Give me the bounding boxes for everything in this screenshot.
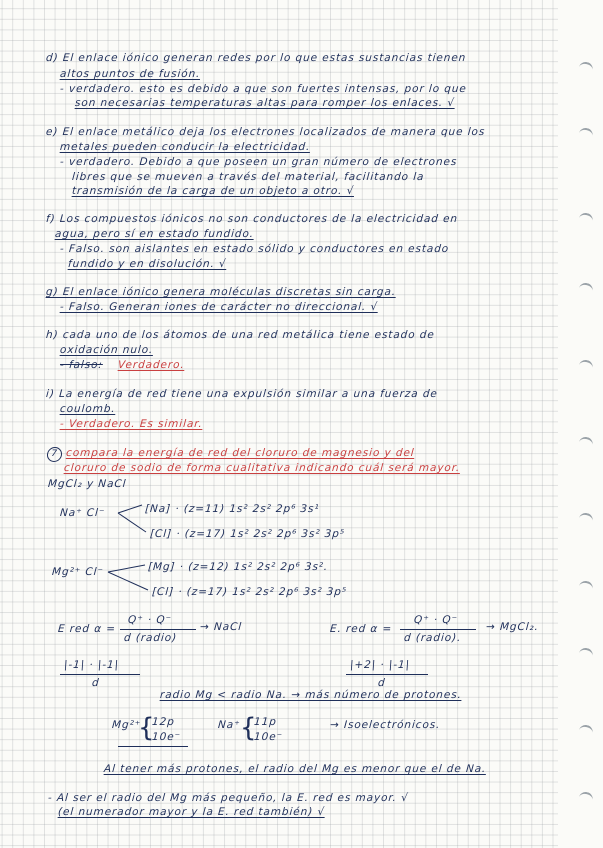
isoelectronic-note: → Isoelectrónicos. — [329, 719, 441, 731]
ered-mgcl2-result: → MgCl₂. — [485, 621, 540, 633]
statement-i-line: i) La energía de red tiene una expulsión similar a una fuerza de — [45, 388, 439, 400]
answer-f-line: fundido y en disolución. √ — [67, 258, 228, 270]
statement-f-line: agua, pero sí en estado fundido. — [54, 228, 255, 240]
answer-e-line: transmisión de la carga de un objeto a otro. √ — [71, 185, 355, 197]
arrow-to-mg — [108, 565, 145, 572]
conclusion-line: - Al ser el radio del Mg más pequeño, la E. red es mayor. √ — [47, 792, 410, 804]
arrow-to-na — [118, 505, 142, 513]
ered-mgcl2-denominator: d (radio). — [403, 632, 462, 644]
answer-g-line: - Falso. Generan iones de carácter no direccional. √ — [59, 301, 379, 313]
answer-d-line: - verdadero. esto es debido a que son fuertes intensas, por lo que — [59, 83, 468, 95]
fraction-bar — [346, 674, 428, 675]
statement-e-line: e) El enlace metálico deja los electrones localizados de manera que los — [45, 126, 486, 138]
cl-configuration: [Cl] · (z=17) 1s² 2s² 2p⁶ 3s² 3p⁵ — [149, 528, 346, 540]
nacl-ions: Na⁺ Cl⁻ — [59, 507, 106, 519]
ered-mgcl2-lhs: E. red α = — [329, 623, 393, 635]
brace: { — [240, 713, 257, 743]
answer-i-line: - Verdadero. Es similar. — [59, 418, 204, 430]
distance-mgcl2: d — [377, 677, 386, 689]
ered-nacl-denominator: d (radio) — [123, 632, 178, 644]
statement-h-line: oxidación nulo. — [59, 344, 154, 356]
fraction-bar — [400, 629, 476, 630]
conclusion-line: Al tener más protones, el radio del Mg es menor que el de Na. — [103, 763, 487, 775]
ered-nacl-numerator: Q⁺ · Q⁻ — [127, 614, 173, 626]
answer-h-correction: Verdadero. — [117, 359, 186, 371]
statement-d-line: altos puntos de fusión. — [59, 68, 201, 80]
mg-ion-label: Mg²⁺ — [111, 719, 142, 731]
distance-nacl: d — [91, 677, 100, 689]
fraction-bar — [60, 674, 140, 675]
statement-d-line: d) El enlace iónico generan redes por lo que estas sustancias tienen — [45, 52, 467, 64]
statement-h-line: h) cada uno de los átomos de una red metálica tiene estado de — [45, 329, 436, 341]
question-number: 7 — [46, 447, 62, 462]
mg-configuration: [Mg] · (z=12) 1s² 2s² 2p⁶ 3s². — [147, 561, 329, 573]
brace: { — [138, 713, 155, 743]
charge-product-nacl: |-1| · |-1| — [63, 659, 120, 671]
na-configuration: [Na] · (z=11) 1s² 2s² 2p⁶ 3s¹ — [144, 503, 320, 515]
answer-e-line: - verdadero. Debido a que poseen un gran número de electrones — [59, 156, 458, 168]
radius-comparison: radio Mg < radio Na. → más número de protones. — [159, 689, 463, 701]
question-text: compara la energía de red del cloruro de magnesio y del — [65, 447, 416, 459]
na-protons: 11p — [253, 716, 278, 728]
answer-e-line: libres que se mueven a través del material, facilitando la — [71, 171, 425, 183]
mg-protons: 12p — [151, 716, 176, 728]
statement-i-line: coulomb. — [59, 403, 117, 415]
cl-configuration: [Cl] · (z=17) 1s² 2s² 2p⁶ 3s² 3p⁵ — [151, 586, 348, 598]
answer-h-crossed: - falso: — [59, 359, 104, 371]
statement-f-line: f) Los compuestos iónicos no son conductores de la electricidad en — [45, 213, 459, 225]
mg-electrons: 10e⁻ — [151, 731, 182, 743]
conclusion-line: (el numerador mayor y la E. red también) √ — [57, 806, 326, 818]
underline — [118, 746, 188, 747]
na-ion-label: Na⁺ — [217, 719, 241, 731]
na-electrons: 10e⁻ — [253, 731, 284, 743]
compounds-label: MgCl₂ y NaCl — [47, 478, 127, 490]
answer-f-line: - Falso. son aislantes en estado sólido y conductores en estado — [59, 243, 450, 255]
arrow-to-cl — [108, 572, 148, 590]
ered-nacl-lhs: E red α = — [57, 623, 117, 635]
ered-nacl-result: → NaCl — [199, 621, 243, 633]
statement-e-line: metales pueden conducir la electricidad. — [59, 141, 311, 153]
mgcl2-ions: Mg²⁺ Cl⁻ — [51, 566, 105, 578]
charge-product-mgcl2: |+2| · |-1| — [349, 659, 411, 671]
fraction-bar — [120, 629, 196, 630]
question-7-line: cloruro de sodio de forma cualitativa indicando cuál será mayor. — [63, 462, 461, 474]
answer-d-line: son necesarias temperaturas altas para romper los enlaces. √ — [74, 97, 456, 109]
ered-mgcl2-numerator: Q⁺ · Q⁻ — [413, 614, 459, 626]
statement-g-line: g) El enlace iónico genera moléculas discretas sin carga. — [45, 286, 397, 298]
arrow-to-cl — [118, 513, 146, 532]
